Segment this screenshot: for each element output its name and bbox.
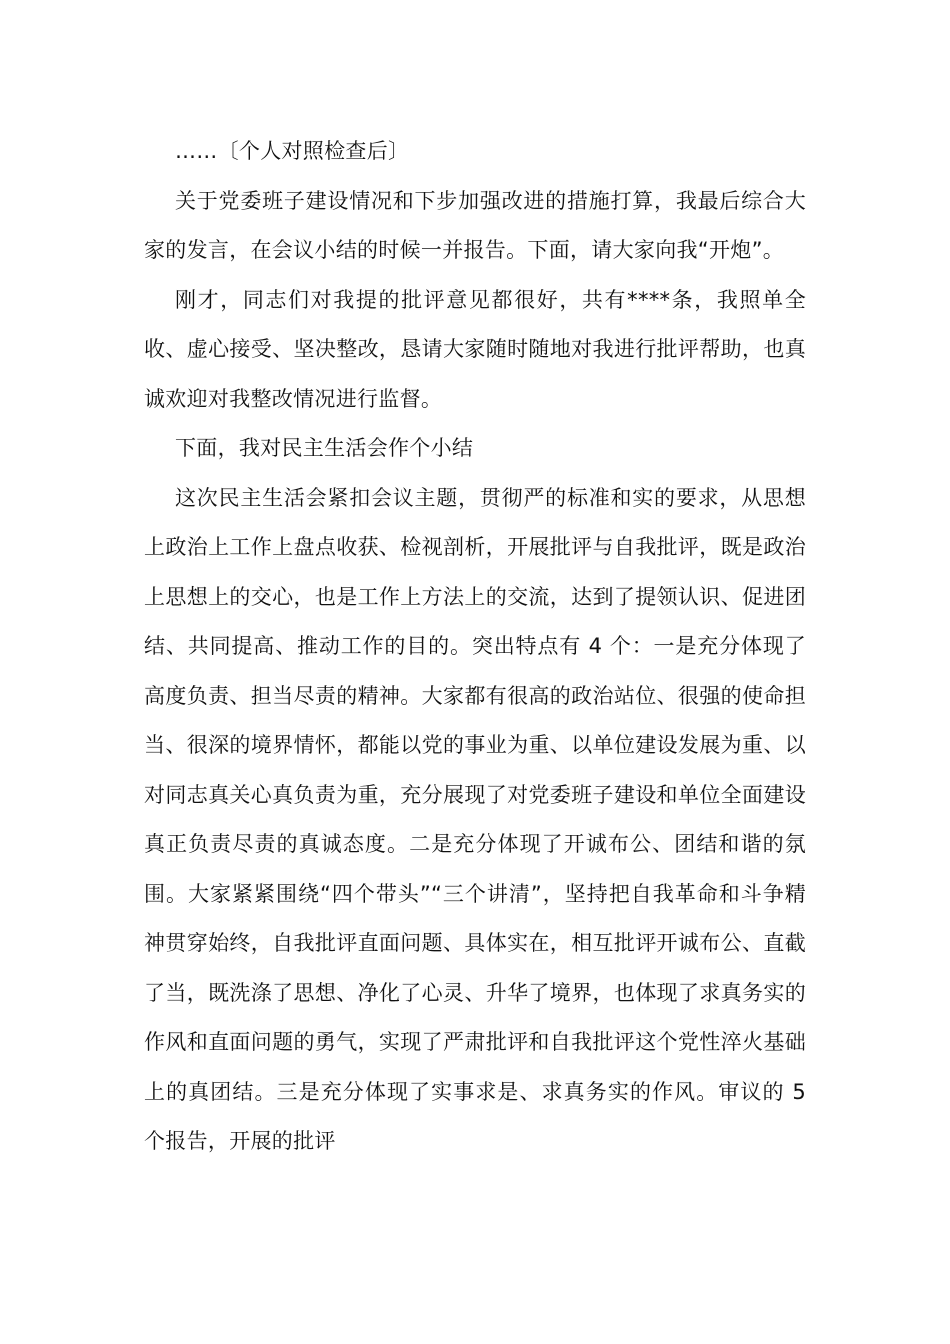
paragraph-party-committee-report: 关于党委班子建设情况和下步加强改进的措施打算，我最后综合大家的发言，在会议小结的时候一并报告。下面，请大家向我“开炮”。 bbox=[144, 188, 806, 262]
paragraph-criticism-acceptance: 刚才，同志们对我提的批评意见都很好，共有****条，我照单全收、虚心接受、坚决整改，恳请大家随时随地对我进行批评帮助，也真诚欢迎对我整改情况进行监督。 bbox=[144, 287, 806, 411]
paragraph-intro-note: ……〔个人对照检查后〕 bbox=[175, 139, 410, 163]
document-body bbox=[144, 127, 806, 1167]
paragraph-summary-heading: 下面，我对民主生活会作个小结 bbox=[175, 436, 474, 460]
paragraph-meeting-summary: 这次民主生活会紧扣会议主题，贯彻严的标准和实的要求，从思想上政治上工作上盘点收获、检视剖析，开展批评与自我批评，既是政治上思想上的交心，也是工作上方法上的交流，达到了提领认识、促进团结、共同提高、推动工作的目的。突出特点有 4 个：一是充分体现了高度负责、担当尽责的精神。大家都有很高的政治站位、很强的使命担当、很深的境界情怀，都能以党的事业为重、以单位建设发展为重、以对同志真关心真负责为重，充分展现了对党委班子建设和单位全面建设真正负责尽责的真诚态度。二是充分体现了开诚布公、团结和谐的氛围。大家紧紧围绕“四个带头”“三个讲清”，坚持把自我革命和斗争精神贯穿始终，自我批评直面问题、具体实在，相互批评开诚布公、直截了当，既洗涤了思想、净化了心灵、升华了境界，也体现了求真务实的作风和直面问题的勇气，实现了严肃批评和自我批评这个党性淬火基础上的真团结。三是充分体现了实事求是、求真务实的作风。审议的 5 个报告，开展的批评 bbox=[144, 485, 806, 1153]
